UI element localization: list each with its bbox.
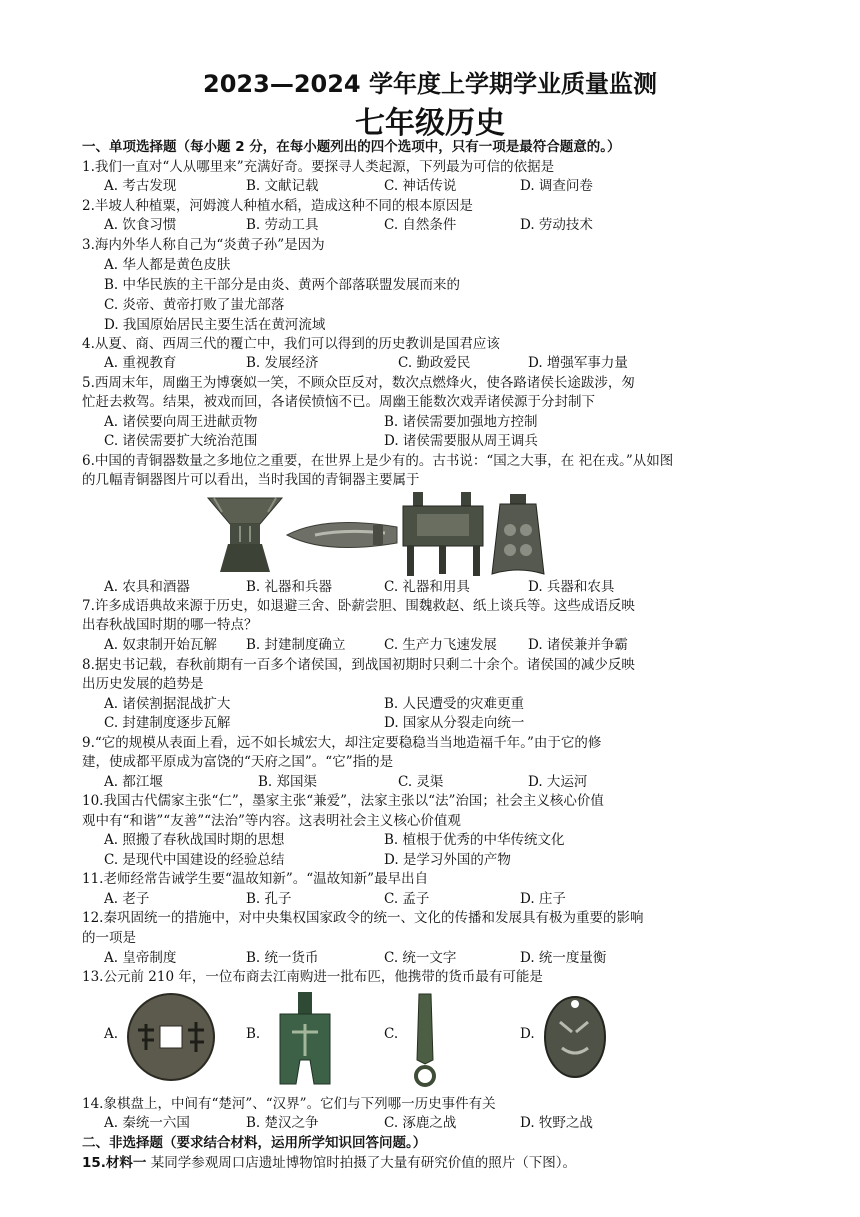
exam-title: 2023—2024 学年度上学期学业质量监测 bbox=[203, 70, 657, 98]
section-2-heading: 二、非选择题（要求结合材料，运用所学知识回答问题。） bbox=[82, 1135, 427, 1151]
q6-stem-line1: 6.中国的青铜器数量之多地位之重要，在世界上是少有的。古书说：“国之大事，在 祀在戎。”从如图 bbox=[82, 453, 674, 469]
q15-stem bbox=[82, 1154, 576, 1172]
q3-option-c: C. 炎帝、黄帝打败了蚩尤部落 bbox=[104, 297, 285, 313]
knife-coin-image bbox=[405, 990, 445, 1090]
q8-option-b: B. 人民遭受的灾难更重 bbox=[384, 696, 525, 712]
q14-option-b: B. 楚汉之争 bbox=[246, 1115, 319, 1131]
q14-option-a: A. 秦统一六国 bbox=[104, 1115, 190, 1131]
q1-stem: 1.我们一直对“人从哪里来”充满好奇。要探寻人类起源，下列最为可信的依据是 bbox=[82, 159, 555, 175]
q10-option-a: A. 照搬了春秋战国时期的思想 bbox=[104, 832, 285, 848]
q7-option-b: B. 封建制度确立 bbox=[246, 637, 346, 653]
q13-option-a: A. bbox=[104, 1026, 119, 1042]
q8-option-a: A. 诸侯割据混战扩大 bbox=[104, 696, 231, 712]
q5-option-b: B. 诸侯需要加强地方控制 bbox=[384, 414, 538, 430]
q14-option-c: C. 涿鹿之战 bbox=[384, 1115, 457, 1131]
q14-stem: 14.象棋盘上，中间有“楚河”、“汉界”。它们与下列哪一历史事件有关 bbox=[82, 1096, 496, 1112]
q4-option-d: D. 增强军事力量 bbox=[528, 355, 628, 371]
q1-option-a: A. 考古发现 bbox=[104, 178, 177, 194]
q1-option-c: C. 神话传说 bbox=[384, 178, 457, 194]
q4-stem: 4.从夏、商、西周三代的覆亡中，我们可以得到的历史教训是国君应该 bbox=[82, 336, 500, 352]
q5-stem-line2: 忙赶去救驾。结果，被戏而回，各诸侯愤恼不已。周幽王能数次戏弄诸侯源于分封制下 bbox=[82, 394, 595, 410]
q5-option-a: A. 诸侯要向周王进献贡物 bbox=[104, 414, 258, 430]
q2-option-d: D. 劳动技术 bbox=[520, 217, 593, 233]
q5-option-c: C. 诸侯需要扩大统治范围 bbox=[104, 433, 258, 449]
q1-option-b: B. 文献记载 bbox=[246, 178, 319, 194]
q9-stem-line2: 建，使成都平原成为富饶的“天府之国”。“它”指的是 bbox=[82, 754, 394, 770]
q13-option-c: C. bbox=[384, 1026, 399, 1042]
q10-option-b: B. 植根于优秀的中华传统文化 bbox=[384, 832, 565, 848]
q7-stem-line2: 出春秋战国时期的哪一特点？ bbox=[82, 617, 258, 633]
q3-stem: 3.海内外华人称自己为“炎黄子孙”是因为 bbox=[82, 237, 325, 253]
q10-option-c: C. 是现代中国建设的经验总结 bbox=[104, 852, 285, 868]
q5-stem-line1: 5.西周末年，周幽王为博褒姒一笑，不顾众臣反对，数次点燃烽火，使各路诸侯长途跋涉，匆 bbox=[82, 375, 635, 391]
q11-option-c: C. 孟子 bbox=[384, 891, 430, 907]
q13-stem: 13.公元前 210 年，一位布商去江南购进一批布匹，他携带的货币最有可能是 bbox=[82, 969, 543, 985]
q3-option-d: D. 我国原始居民主要生活在黄河流域 bbox=[104, 317, 326, 333]
q13-option-d: D. bbox=[520, 1026, 535, 1042]
q10-option-d: D. 是学习外国的产物 bbox=[384, 852, 511, 868]
q9-stem-line1: 9.“它的规模从表面上看，远不如长城宏大，却注定要稳稳当当地造福千年。”由于它的修 bbox=[82, 735, 602, 751]
q11-option-a: A. 老子 bbox=[104, 891, 150, 907]
q6-option-d: D. 兵器和农具 bbox=[528, 579, 615, 595]
q7-option-c: C. 生产力飞速发展 bbox=[384, 637, 497, 653]
q11-option-b: B. 孔子 bbox=[246, 891, 292, 907]
bronze-wine-vessel-image bbox=[200, 490, 290, 580]
q12-option-b: B. 统一货币 bbox=[246, 950, 319, 966]
q2-option-c: C. 自然条件 bbox=[384, 217, 457, 233]
spade-coin-image bbox=[270, 990, 340, 1090]
q7-option-d: D. 诸侯兼并争霸 bbox=[528, 637, 628, 653]
q12-option-c: C. 统一文字 bbox=[384, 950, 457, 966]
q15-text: 某同学参观周口店遗址博物馆时拍摄了大量有研究价值的照片（下图）。 bbox=[146, 1155, 576, 1171]
q2-stem: 2.半坡人种植粟，河姆渡人种植水稻，造成这种不同的根本原因是 bbox=[82, 198, 473, 214]
ant-nose-coin-image bbox=[540, 992, 610, 1082]
q12-stem-line1: 12.秦巩固统一的措施中，对中央集权国家政令的统一、文化的传播和发展具有极为重要的影响 bbox=[82, 910, 644, 926]
q15-label: 15.材料一 bbox=[82, 1155, 147, 1171]
bronze-ding-cauldron-image bbox=[395, 488, 490, 580]
q1-option-d: D. 调查问卷 bbox=[520, 178, 593, 194]
bronze-bell-image bbox=[488, 490, 548, 580]
q5-option-d: D. 诸侯需要服从周王调兵 bbox=[384, 433, 538, 449]
q13-option-b: B. bbox=[246, 1026, 261, 1042]
q11-stem: 11.老师经常告诫学生要“温故知新”。“温故知新”最早出自 bbox=[82, 871, 429, 887]
q8-option-c: C. 封建制度逐步瓦解 bbox=[104, 715, 231, 731]
q9-option-a: A. 都江堰 bbox=[104, 774, 163, 790]
q7-stem-line1: 7.许多成语典故来源于历史，如退避三舍、卧薪尝胆、围魏救赵、纸上谈兵等。这些成语反映 bbox=[82, 598, 635, 614]
q12-stem-line2: 的一项是 bbox=[82, 930, 136, 946]
q10-stem-line2: 观中有“和谐”“友善”“法治”等内容。这表明社会主义核心价值观 bbox=[82, 813, 461, 829]
q6-option-b: B. 礼器和兵器 bbox=[246, 579, 333, 595]
q6-option-a: A. 农具和酒器 bbox=[104, 579, 190, 595]
q2-option-b: B. 劳动工具 bbox=[246, 217, 319, 233]
q11-option-d: D. 庄子 bbox=[520, 891, 566, 907]
q2-option-a: A. 饮食习惯 bbox=[104, 217, 177, 233]
exam-subject: 七年级历史 bbox=[355, 106, 505, 141]
q9-option-c: C. 灵渠 bbox=[398, 774, 444, 790]
q4-option-a: A. 重视教育 bbox=[104, 355, 177, 371]
section-1-heading: 一、单项选择题（每小题 2 分，在每小题列出的四个选项中，只有一项是最符合题意的。） bbox=[82, 139, 621, 155]
q10-stem-line1: 10.我国古代儒家主张“仁”，墨家主张“兼爱”，法家主张以“法”治国；社会主义核心价值 bbox=[82, 793, 604, 809]
q9-option-d: D. 大运河 bbox=[528, 774, 588, 790]
q8-option-d: D. 国家从分裂走向统一 bbox=[384, 715, 525, 731]
banliang-coin-image bbox=[124, 990, 219, 1085]
q3-option-b: B. 中华民族的主干部分是由炎、黄两个部落联盟发展而来的 bbox=[104, 277, 461, 293]
q12-option-a: A. 皇帝制度 bbox=[104, 950, 177, 966]
q8-stem-line2: 出历史发展的趋势是 bbox=[82, 676, 204, 692]
q4-option-b: B. 发展经济 bbox=[246, 355, 319, 371]
q8-stem-line1: 8.据史书记载，春秋前期有一百多个诸侯国，到战国初期时只剩二十余个。诸侯国的减少反映 bbox=[82, 657, 635, 673]
q4-option-c: C. 勤政爱民 bbox=[398, 355, 471, 371]
q6-stem-line2: 的几幅青铜器图片可以看出，当时我国的青铜器主要属于 bbox=[82, 472, 420, 488]
q7-option-a: A. 奴隶制开始瓦解 bbox=[104, 637, 217, 653]
q9-option-b: B. 郑国渠 bbox=[258, 774, 318, 790]
q6-option-c: C. 礼器和用具 bbox=[384, 579, 470, 595]
q3-option-a: A. 华人都是黄色皮肤 bbox=[104, 257, 231, 273]
bronze-dagger-axe-image bbox=[285, 505, 400, 565]
q12-option-d: D. 统一度量衡 bbox=[520, 950, 607, 966]
q14-option-d: D. 牧野之战 bbox=[520, 1115, 593, 1131]
